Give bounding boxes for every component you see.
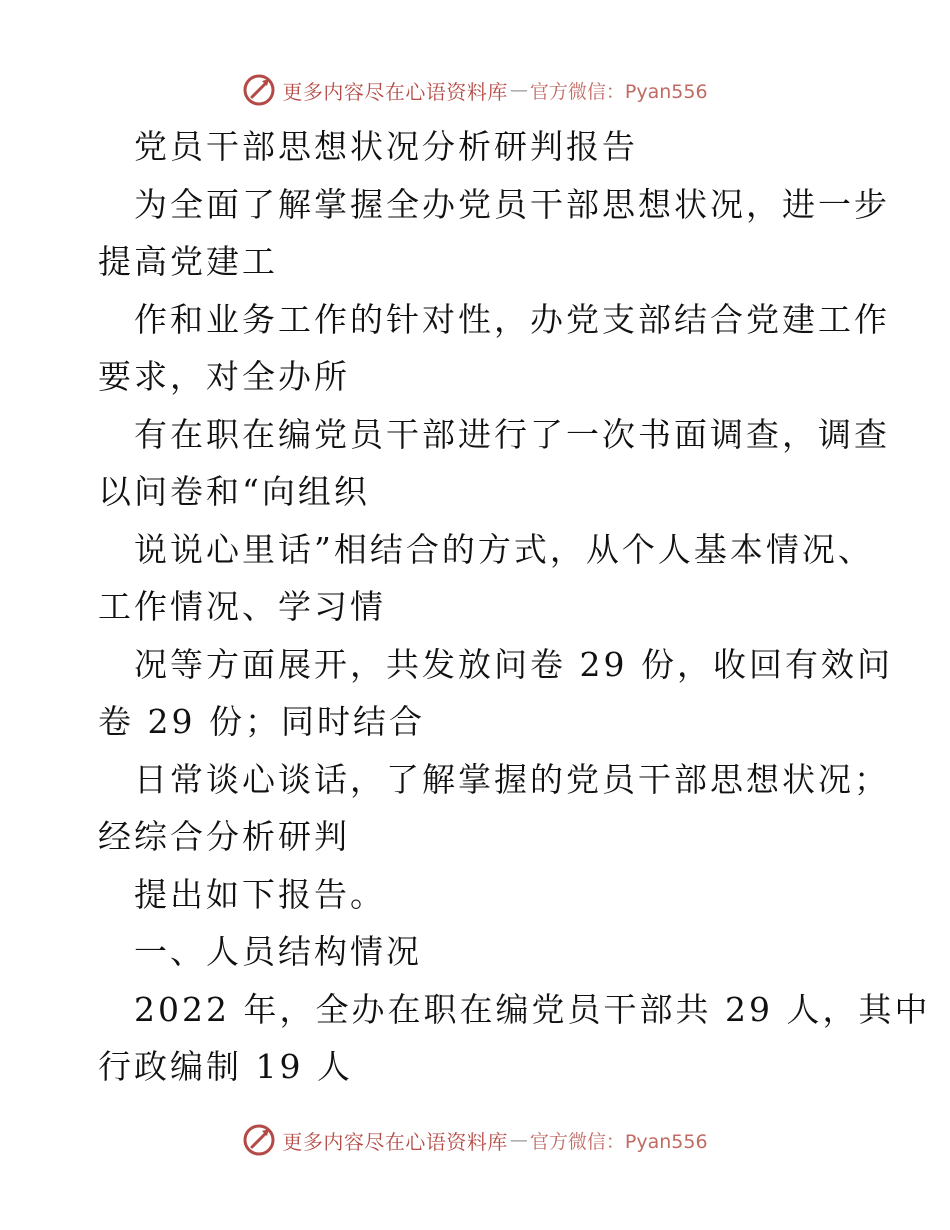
watermark-dash: — <box>509 79 528 101</box>
watermark-text: 更多内容尽在心语资料库 <box>282 79 508 104</box>
header-watermark-banner <box>0 70 950 110</box>
text-line: 以问卷和“向组织 <box>98 472 370 511</box>
text-line: 一、人员结构情况 <box>134 932 422 971</box>
document-title: 党员干部思想状况分析研判报告 <box>134 127 638 166</box>
text-line: 工作情况、学习情 <box>98 587 386 626</box>
text-line: 经综合分析研判 <box>98 817 350 856</box>
watermark-wechat: 官方微信：Pyan556 <box>529 1130 708 1153</box>
text-line: 2022 年，全办在职在编党员干部共 29 人，其中 <box>134 989 931 1029</box>
document-body <box>98 118 931 1096</box>
text-line: 提出如下报告。 <box>134 874 386 914</box>
watermark-text: 更多内容尽在心语资料库 <box>282 1129 508 1154</box>
text-line: 要求，对全办所 <box>98 357 350 396</box>
text-line: 为全面了解掌握全办党员干部思想状况，进一步 <box>134 184 890 224</box>
text-line: 行政编制 19 人 <box>98 1047 353 1086</box>
text-line: 况等方面展开，共发放问卷 29 份，收回有效问 <box>134 644 893 684</box>
text-line: 说说心里话”相结合的方式，从个人基本情况、 <box>134 529 874 569</box>
text-line: 卷 29 份；同时结合 <box>98 702 425 741</box>
watermark-wechat: 官方微信：Pyan556 <box>529 80 708 103</box>
quill-logo-icon <box>242 73 276 107</box>
text-line: 提高党建工 <box>98 242 278 281</box>
footer-watermark-banner <box>0 1120 950 1160</box>
watermark-dash: — <box>509 1129 528 1151</box>
text-line: 日常谈心谈话，了解掌握的党员干部思想状况； <box>134 759 890 799</box>
text-line: 作和业务工作的针对性，办党支部结合党建工作 <box>134 299 890 339</box>
quill-logo-icon <box>242 1123 276 1157</box>
text-line: 有在职在编党员干部进行了一次书面调查，调查 <box>134 414 890 454</box>
